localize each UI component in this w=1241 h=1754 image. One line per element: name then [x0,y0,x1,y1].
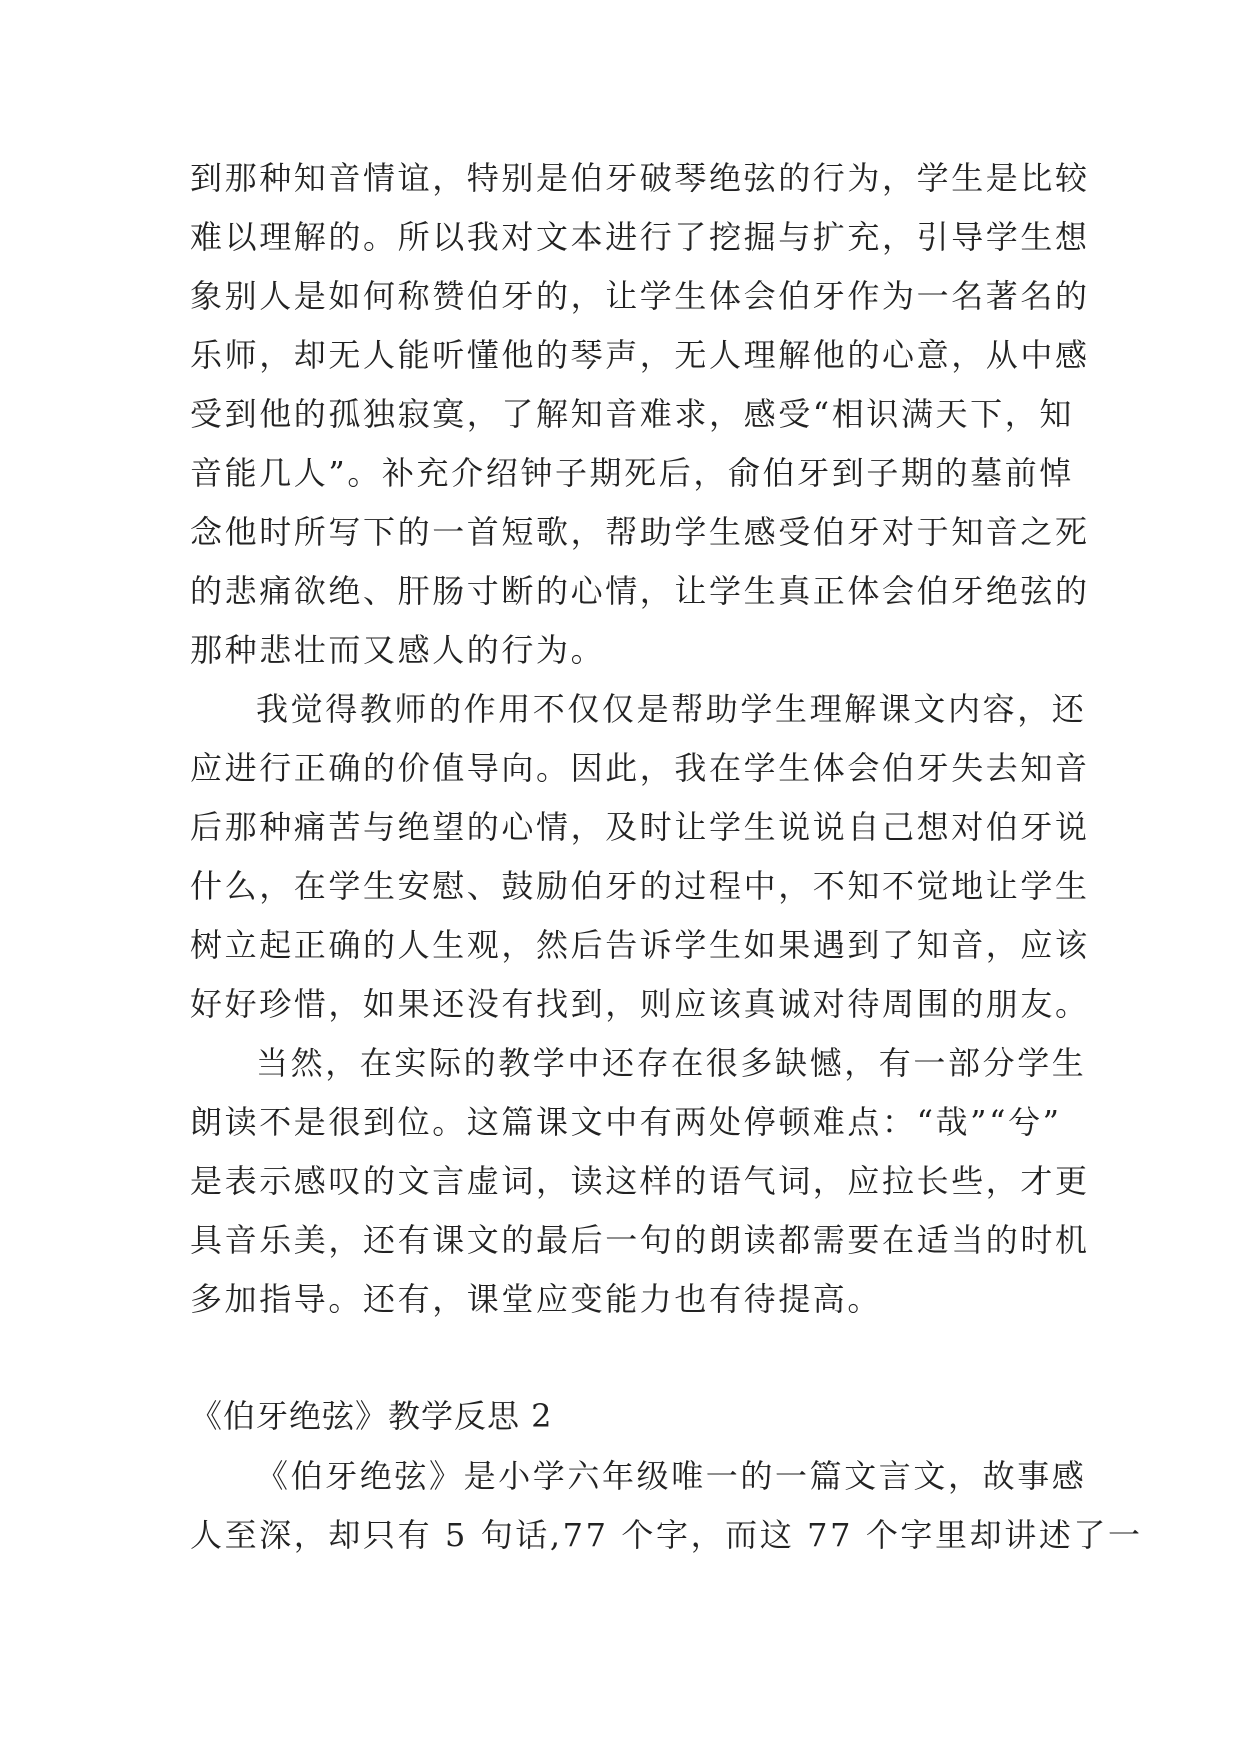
text-line: 那种悲壮而又感人的行为。 [190,631,606,669]
text-line: 人至深，却只有 5 句话,77 个字，而这 77 个字里却讲述了一 [190,1516,1143,1554]
paragraph-first-line: 《伯牙绝弦》是小学六年级唯一的一篇文言文，故事感 [256,1457,1087,1495]
text-line: 受到他的孤独寂寞，了解知音难求，感受“相识满天下，知 [190,395,1074,433]
text-line: 什么，在学生安慰、鼓励伯牙的过程中，不知不觉地让学生 [190,867,1090,905]
text-line: 念他时所写下的一首短歌，帮助学生感受伯牙对于知音之死 [190,513,1090,551]
paragraph-first-line: 我觉得教师的作用不仅仅是帮助学生理解课文内容，还 [256,690,1087,728]
section-title: 《伯牙绝弦》教学反思 2 [190,1397,553,1435]
text-line: 音能几人”。补充介绍钟子期死后，俞伯牙到子期的墓前悼 [190,454,1074,492]
text-line: 乐师，却无人能听懂他的琴声，无人理解他的心意，从中感 [190,336,1090,374]
text-line: 象别人是如何称赞伯牙的，让学生体会伯牙作为一名著名的 [190,277,1090,315]
text-line: 多加指导。还有，课堂应变能力也有待提高。 [190,1280,883,1318]
text-line: 到那种知音情谊，特别是伯牙破琴绝弦的行为，学生是比较 [190,159,1090,197]
text-line: 后那种痛苦与绝望的心情，及时让学生说说自己想对伯牙说 [190,808,1090,846]
text-line: 难以理解的。所以我对文本进行了挖掘与扩充，引导学生想 [190,218,1090,256]
text-line: 树立起正确的人生观，然后告诉学生如果遇到了知音，应该 [190,926,1090,964]
text-line: 的悲痛欲绝、肝肠寸断的心情，让学生真正体会伯牙绝弦的 [190,572,1090,610]
paragraph-first-line: 当然，在实际的教学中还存在很多缺憾，有一部分学生 [256,1044,1087,1082]
text-line: 好好珍惜，如果还没有找到，则应该真诚对待周围的朋友。 [190,985,1090,1023]
text-line: 具音乐美，还有课文的最后一句的朗读都需要在适当的时机 [190,1221,1090,1259]
text-line: 朗读不是很到位。这篇课文中有两处停顿难点：“哉”“兮” [190,1103,1062,1141]
text-line: 是表示感叹的文言虚词，读这样的语气词，应拉长些，才更 [190,1162,1090,1200]
text-line: 应进行正确的价值导向。因此，我在学生体会伯牙失去知音 [190,749,1090,787]
